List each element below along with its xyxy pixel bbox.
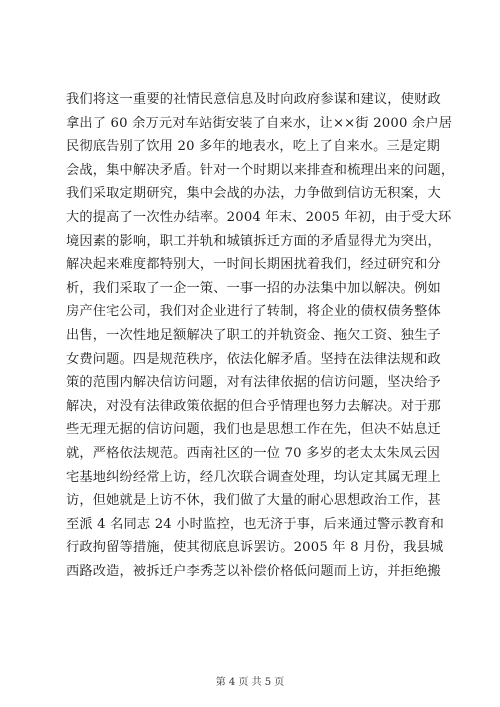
text-line: 大的提高了一次性办结率。2004 年末、2005 年初，由于受大环 <box>66 209 452 225</box>
text-line: 西路改造，被拆迁户李秀芝以补偿价格低问题而上访，并拒绝搬 <box>66 563 441 579</box>
text-line: 些无理无据的信访问题，我们也是思想工作在先，但决不姑息迁 <box>66 422 441 438</box>
text-line: 访，但她就是上访不休，我们做了大量的耐心思想政治工作，甚 <box>66 493 441 509</box>
body-text <box>66 88 455 583</box>
text-line: 拿出了 60 余万元对车站街安装了自来水，让××街 2000 余户居 <box>66 115 453 131</box>
text-line: 就，严格依法规范。西南社区的一位 70 多岁的老太太朱凤云因 <box>66 445 441 461</box>
text-line: 我们将这一重要的社情民意信息及时向政府参谋和建议，使财政 <box>66 92 441 107</box>
text-line: 会战，集中解决矛盾。针对一个时期以来排查和梳理出来的问题， <box>66 162 455 178</box>
text-line: 民彻底告别了饮用 20 多年的地表水，吃上了自来水。三是定期 <box>66 139 441 155</box>
page-number-footer: 第 4 页 共 5 页 <box>215 677 285 688</box>
text-line: 解决起来难度都特别大，一时间长期困扰着我们，经过研究和分 <box>66 257 441 273</box>
text-line: 我们采取定期研究，集中会战的办法，力争做到信访无积案，大 <box>66 186 441 202</box>
text-line: 房产住宅公司，我们对企业进行了转制，将企业的债权债务整体 <box>66 304 441 320</box>
text-line: 至派 4 名同志 24 小时监控，也无济于事，后来通过警示教育和 <box>66 516 445 532</box>
text-line: 行政拘留等措施，使其彻底息诉罢访。2005 年 8 月份，我县城 <box>66 540 444 556</box>
text-line: 境因素的影响，职工并轨和城镇拆迁方面的矛盾显得尤为突出， <box>66 233 441 249</box>
text-line: 出售，一次性地足额解决了职工的并轨资金、拖欠工资、独生子 <box>66 327 441 343</box>
text-line: 策的范围内解决信访问题，对有法律依据的信访问题，坚决给予 <box>66 375 441 391</box>
text-line: 解决，对没有法律政策依据的但合乎情理也努力去解决。对于那 <box>66 398 441 414</box>
text-line: 女费问题。四是规范秩序，依法化解矛盾。坚持在法律法规和政 <box>66 351 441 367</box>
text-line: 析，我们采取了一企一策、一事一招的办法集中加以解决。例如 <box>66 280 441 296</box>
text-line: 宅基地纠纷经常上访，经几次联合调查处理，均认定其属无理上 <box>66 469 441 485</box>
